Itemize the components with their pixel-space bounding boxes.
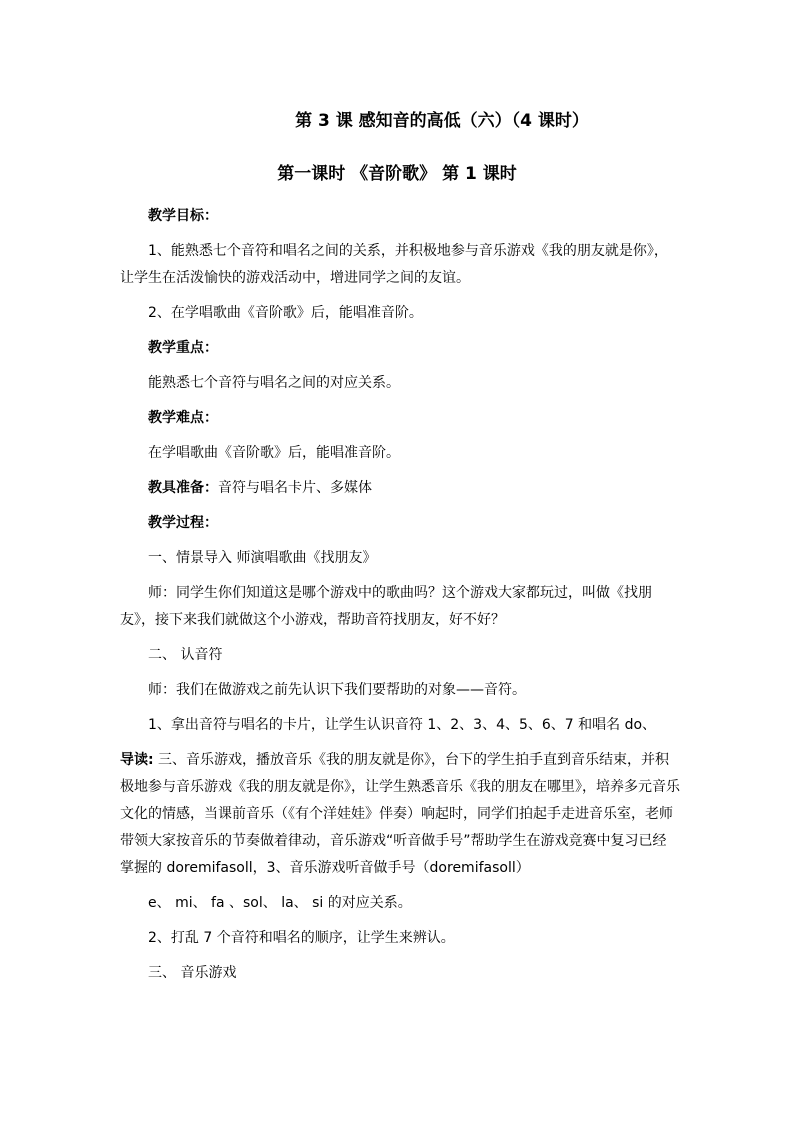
difficulties-text: 在学唱歌曲《音阶歌》后，能唱准音阶。 bbox=[148, 445, 400, 461]
document-body bbox=[120, 203, 680, 995]
step-2-item-2: 2、打乱 7 个音符和唱名的顺序，让学生来辨认。 bbox=[148, 930, 455, 946]
key-points-heading: 教学重点： bbox=[148, 340, 218, 356]
objective-1: 1、能熟悉七个音符和唱名之间的关系，并积极地参与音乐游戏《我的朋友就是你》，让学生在活泼愉快的游戏活动中，增进同学之间的友谊。 bbox=[120, 243, 668, 286]
solfege-line: e、 mi、 fa 、sol、 la、 si 的对应关系。 bbox=[148, 895, 412, 911]
step-2-item-1: 1、拿出音符与唱名的卡片，让学生认识音符 1、2、3、4、5、6、7 和唱名 do、 bbox=[148, 717, 657, 733]
step-1-text: 师：同学生你们知道这是哪个游戏中的歌曲吗？这个游戏大家都玩过，叫做《找朋友》，接下来我们就做这个小游戏，帮助音符找朋友，好不好？ bbox=[120, 585, 652, 628]
guide-text: 三、音乐游戏，播放音乐《我的朋友就是你》，台下的学生拍手直到音乐结束，并积极地参与音乐游戏《我的朋友就是你》，让学生熟悉音乐《我的朋友在哪里》，培养多元音乐文化的情感，当课前音乐（《有个洋娃娃》伴奏）响起时，同学们拍起手走进音乐室，老师带领大家按音乐的节奏做着律动，音乐游戏“听音做手号”帮助学生在游戏竞赛中复习已经掌握的 doremifasoll，3、音乐游戏听音做手号（doremifasoll） bbox=[120, 752, 680, 876]
materials-text: 音符与唱名卡片、多媒体 bbox=[218, 480, 372, 496]
guide-paragraph bbox=[120, 747, 680, 882]
step-2-text: 师：我们在做游戏之前先认识下我们要帮助的对象——音符。 bbox=[148, 682, 526, 698]
step-2-heading: 二、 认音符 bbox=[148, 647, 223, 663]
process-heading: 教学过程： bbox=[148, 515, 218, 531]
key-points-text: 能熟悉七个音符与唱名之间的对应关系。 bbox=[148, 375, 400, 391]
guide-label: 导读: bbox=[120, 752, 154, 768]
difficulties-heading: 教学难点： bbox=[148, 410, 218, 426]
step-1-heading: 一、情景导入 师演唱歌曲《找朋友》 bbox=[148, 550, 377, 566]
lesson-subtitle: 第一课时 《音阶歌》 第 1 课时 bbox=[277, 164, 517, 184]
materials-line bbox=[120, 475, 680, 502]
step-3-heading: 三、 音乐游戏 bbox=[148, 965, 237, 981]
materials-label: 教具准备： bbox=[148, 480, 218, 496]
lesson-title: 第 3 课 感知音的高低（六）（4 课时） bbox=[295, 111, 589, 131]
objective-2: 2、在学唱歌曲《音阶歌》后，能唱准音阶。 bbox=[148, 305, 423, 321]
objectives-heading: 教学目标： bbox=[148, 208, 218, 224]
